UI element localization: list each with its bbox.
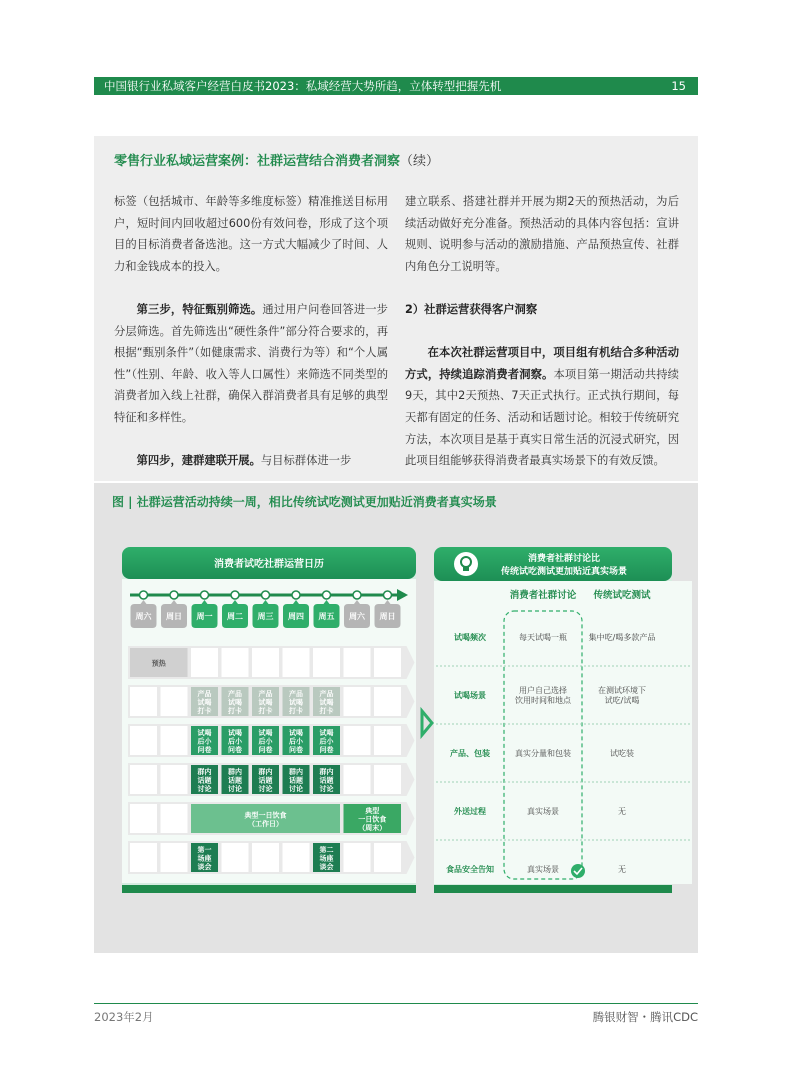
- calendar-cell-label: 讨论: [319, 785, 334, 793]
- calendar-cell-label: 一日饮食: [358, 815, 387, 824]
- calendar-cell-label: 话题: [258, 776, 273, 785]
- calendar-cell-label: 打卡: [319, 707, 334, 715]
- calendar-cell-label: 群内: [289, 768, 303, 776]
- calendar-cell-label: （周末）: [358, 824, 387, 832]
- calendar-cell-label: 典型: [365, 807, 380, 815]
- calendar-cell-label: 问卷: [289, 746, 303, 754]
- compare-value-community: 饮用时间和地点: [515, 696, 571, 705]
- compare-row-label: 试喝场景: [454, 691, 486, 700]
- calendar-cell-label: 问卷: [319, 746, 334, 754]
- calendar-cell-label: 产品: [197, 690, 212, 698]
- day-label: 周日: [379, 612, 396, 621]
- compare-value-traditional: 试吃装: [610, 749, 634, 758]
- compare-value-community: 真实场景: [527, 865, 559, 874]
- calendar-cell-label: 第二: [319, 846, 334, 854]
- compare-row-label: 试喝频次: [454, 633, 486, 642]
- calendar-cell-label: 产品: [258, 690, 273, 698]
- page-number: 15: [671, 79, 686, 93]
- calendar-cell-label: 试喝: [228, 729, 242, 737]
- calendar-cell-label: 讨论: [197, 785, 212, 793]
- calendar-cell-label: 话题: [289, 776, 303, 785]
- calendar-cell-label: 后小: [258, 737, 273, 746]
- calendar-cell-label: 后小: [228, 737, 242, 746]
- calendar-cell-label: 打卡: [258, 707, 273, 715]
- calendar-cell-label: 试喝: [319, 698, 334, 707]
- calendar-cell-label: 讨论: [289, 785, 303, 793]
- calendar-cell-label: 话题: [197, 776, 212, 785]
- calendar-cell-label: 谈会: [197, 863, 212, 871]
- calendar-cell-label: 试喝: [258, 729, 273, 737]
- calendar-cell-label: 试喝: [197, 729, 212, 737]
- compare-value-traditional: 试吃/试喝: [604, 696, 640, 705]
- col-a-header: 消费者社群讨论: [509, 590, 577, 601]
- left-p2: 第三步，特征甄别筛选。通过用户问卷回答进一步分层筛选。首先筛选出“硬性条件”部分符合要求的，再根据“甄别条件”（如健康需求、消费行为等）和“个人属性”（性别、年龄、收入等人口属性）来筛选不同类型的消费者加入线上社群，确保入群消费者具有足够的典型特征和多样性。: [114, 302, 388, 424]
- calendar-cell-label: 讨论: [258, 785, 273, 793]
- calendar-cell-label: 产品: [228, 690, 242, 698]
- calendar-cell-label: （工作日）: [248, 819, 283, 828]
- figure-title: 图 | 社群运营活动持续一周，相比传统试吃测试更加贴近消费者真实场景: [112, 495, 497, 509]
- calendar-cell-label: 后小: [197, 737, 212, 746]
- compare-value-community: 真实场景: [527, 807, 559, 816]
- calendar-title: 消费者试吃社群运营日历: [214, 559, 324, 570]
- compare-title-2: 传统试吃测试更加贴近真实场景: [500, 567, 628, 577]
- compare-value-community: 用户自己选择: [519, 686, 567, 695]
- calendar-cell-label: 试喝: [319, 729, 334, 737]
- compare-row-label: 食品安全告知: [446, 865, 494, 874]
- calendar-cell-label: 问卷: [228, 746, 242, 754]
- figure: [94, 483, 698, 953]
- calendar-cell-label: 群内: [258, 768, 273, 776]
- day-label: 周六: [349, 612, 365, 621]
- calendar-cell-label: 话题: [319, 776, 334, 785]
- day-label: 周日: [166, 612, 182, 621]
- compare-value-traditional: 在测试环境下: [598, 686, 646, 695]
- right-p2: 在本次社群运营项目中，项目组有机结合多种活动方式，持续追踪消费者洞察。本项目第一期活动共持续9天，其中2天预热、7天正式执行。正式执行期间，每天都有固定的任务、活动和话题讨论。相较于传统研究方法，本次项目是基于真实日常生活的沉浸式研究，因此项目组能够获得消费者最真实场景下的有效反馈。: [405, 346, 679, 468]
- calendar-cell-label: 典型一日饮食: [244, 811, 287, 820]
- calendar-cell-label: 试喝: [197, 698, 212, 707]
- calendar-cell-label: 群内: [319, 768, 334, 776]
- calendar-cell-label: 后小: [319, 737, 334, 746]
- compare-value-community: 真实分量和包装: [515, 749, 571, 758]
- calendar-cell-label: 产品: [319, 690, 334, 698]
- compare-value-traditional: 无: [618, 807, 626, 816]
- page-header: [94, 77, 698, 95]
- calendar-cell-label: 试喝: [289, 698, 303, 707]
- compare-title-1: 消费者社群讨论比: [527, 554, 601, 564]
- day-label: 周一: [196, 612, 213, 621]
- calendar-cell-label: 试喝: [258, 698, 273, 707]
- calendar-cell-label: 后小: [289, 737, 303, 746]
- day-label: 周四: [288, 612, 304, 621]
- day-label: 周二: [227, 612, 243, 621]
- footer-brand: 腾银财智・腾讯CDC: [592, 1010, 698, 1024]
- day-label: 周五: [318, 612, 335, 621]
- footer-divider: [94, 1003, 698, 1004]
- calendar-cell-label: 打卡: [197, 707, 212, 715]
- calendar-cell-label: 讨论: [228, 785, 242, 793]
- calendar-cell-label: 谈会: [319, 863, 334, 871]
- day-label: 周三: [257, 612, 274, 621]
- footer-date: 2023年2月: [94, 1010, 154, 1024]
- day-label: 周六: [135, 612, 152, 621]
- calendar-cell-label: 群内: [228, 768, 242, 776]
- compare-value-community: 每天试喝一瓶: [519, 633, 567, 642]
- compare-value-traditional: 集中吃/喝多款产品: [588, 633, 656, 642]
- calendar-cell-label: 打卡: [289, 707, 303, 715]
- right-column: [405, 191, 679, 472]
- left-column: [114, 191, 388, 472]
- left-p3: 第四步，建群建联开展。与目标群体进一步: [136, 454, 352, 468]
- header-title: 中国银行业私域客户经营白皮书2023：私域经营大势所趋，立体转型把握先机: [104, 79, 502, 93]
- calendar-cell-label: 问卷: [258, 746, 273, 754]
- compare-row-label: 外送过程: [454, 807, 486, 816]
- calendar-cell-label: 试喝: [228, 698, 242, 707]
- col-b-header: 传统试吃测试: [593, 590, 651, 601]
- calendar-cell-label: 产品: [289, 690, 303, 698]
- case-title: 零售行业私域运营案例：社群运营结合消费者洞察（续）: [114, 154, 440, 169]
- right-p1: 建立联系、搭建社群并开展为期2天的预热活动，为后续活动做好充分准备。预热活动的具体内容包括：宣讲规则、说明参与活动的激励措施、产品预热宣传、社群内角色分工说明等。: [405, 195, 679, 273]
- case-box: [94, 136, 698, 481]
- calendar-cell-label: 问卷: [197, 746, 212, 754]
- compare-value-traditional: 无: [618, 865, 626, 874]
- calendar-cell-label: 第一: [197, 846, 212, 854]
- compare-row-label: 产品、包装: [450, 749, 490, 758]
- calendar-cell-label: 预热: [151, 659, 166, 668]
- calendar-cell-label: 打卡: [228, 707, 242, 715]
- left-p1: 标签（包括城市、年龄等多维度标签）精准推送目标用户，短时间内回收超过600份有效问卷，形成了这个项目的目标消费者备选池。这一方式大幅减少了时间、人力和金钱成本的投入。: [114, 195, 388, 273]
- calendar-cell-label: 试喝: [289, 729, 303, 737]
- calendar-cell-label: 话题: [228, 776, 242, 785]
- figure-diagram: [94, 483, 698, 953]
- calendar-cell-label: 场座: [197, 854, 212, 863]
- calendar-cell-label: 场座: [319, 854, 334, 863]
- right-h2: 2）社群运营获得客户洞察: [405, 302, 538, 316]
- calendar-cell-label: 群内: [197, 768, 212, 776]
